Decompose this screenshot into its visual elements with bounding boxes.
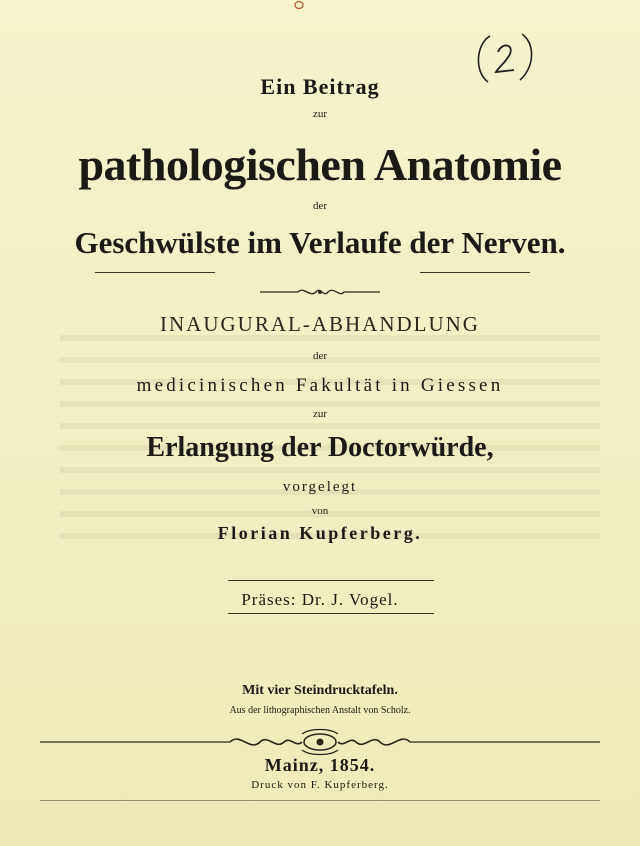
imprint-printer: Druck von F. Kupferberg. xyxy=(251,779,389,791)
footer-rule xyxy=(40,800,600,801)
title-line-1: Ein Beitrag xyxy=(260,74,380,99)
decorative-swash xyxy=(258,282,382,302)
title-main: pathologischen Anatomie xyxy=(78,139,562,190)
dissertation-connector-von: von xyxy=(311,505,329,517)
plates-note: Mit vier Steindrucktafeln. xyxy=(242,683,398,698)
praeses-rule-bottom xyxy=(228,613,434,614)
title-underline-left xyxy=(95,272,215,273)
title-underline-right xyxy=(420,272,530,273)
purpose-line: Erlangung der Doctorwürde, xyxy=(146,432,494,463)
title-connector-zur: zur xyxy=(312,108,328,120)
presented-line: vorgelegt xyxy=(282,479,358,495)
imprint-place-year: Mainz, 1854. xyxy=(264,755,376,775)
title-subject: Geschwülste im Verlaufe der Nerven. xyxy=(74,225,566,260)
ink-mark xyxy=(292,0,306,10)
title-connector-der: der xyxy=(312,200,328,212)
dissertation-heading: INAUGURAL-ABHANDLUNG xyxy=(160,312,480,336)
praeses-rule-top xyxy=(228,580,434,581)
author-name: Florian Kupferberg. xyxy=(217,523,423,543)
lithography-note: Aus der lithographischen Anstalt von Scholz. xyxy=(229,705,411,716)
dissertation-connector-der: der xyxy=(312,350,328,362)
dissertation-connector-zur: zur xyxy=(312,408,328,420)
faculty-line: medicinischen Fakultät in Giessen xyxy=(136,375,504,396)
praeses-line: Präses: Dr. J. Vogel. xyxy=(241,590,399,609)
